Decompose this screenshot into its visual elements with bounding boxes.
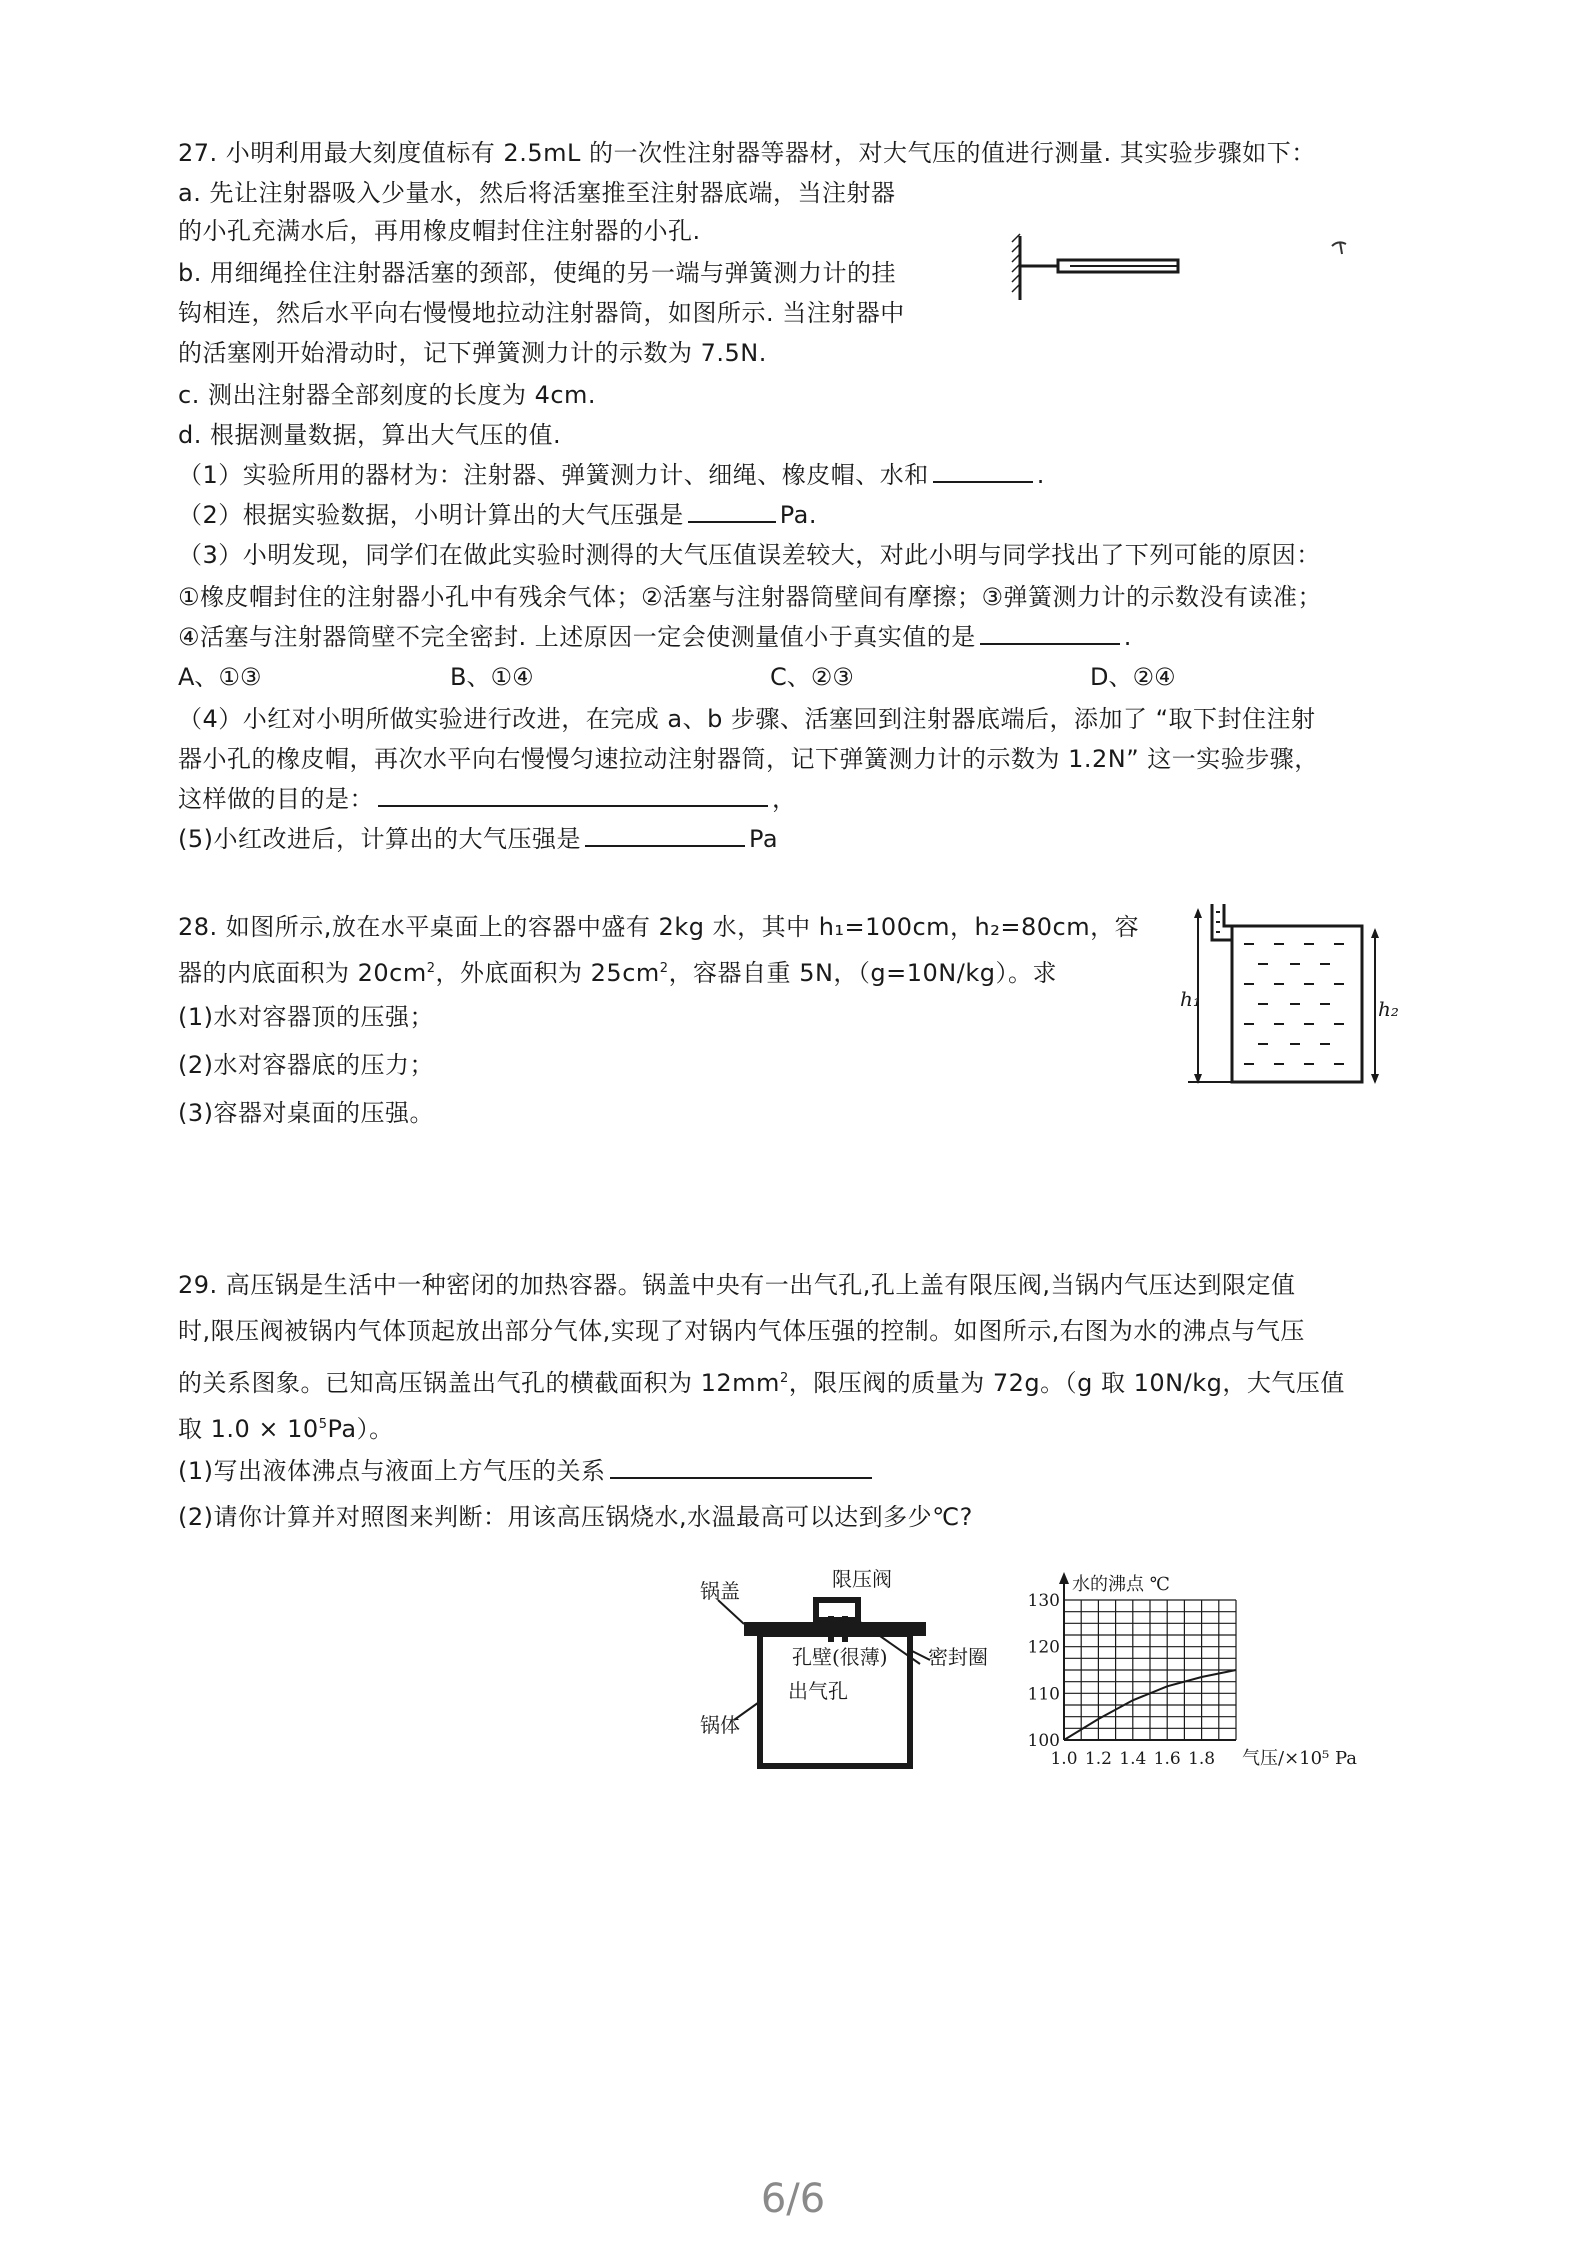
y-axis-arrow [1059,1572,1069,1584]
q29-sub1: (1)写出液体沸点与液面上方气压的关系 [178,1454,876,1488]
q27-step-a-line1: a. 先让注射器吸入少量水，然后将活塞推至注射器底端，当注射器 [178,179,896,207]
option-a[interactable]: A、①③ [178,663,262,691]
pot-hole-wall-label: 孔壁(很薄) [792,1645,888,1669]
q27-stem: 27. 小明利用最大刻度值标有 2.5mL 的一次性注射器等器材，对大气压的值进行测量. 其实验步骤如下： [178,139,1316,167]
q27-part5: (5)小红改进后，计算出的大气压强是 Pa [178,825,779,853]
q28-stem-line1: 28. 如图所示,放在水平桌面上的容器中盛有 2kg 水，其中 h₁=100cm，h₂=80cm，容 [178,913,1140,941]
syringe-figure [1010,228,1390,308]
answer-blank-1[interactable] [933,459,1033,483]
q27-step-c: c. 测出注射器全部刻度的长度为 4cm. [178,381,597,409]
q28-sub1: (1)水对容器顶的压强； [178,1003,434,1031]
option-c[interactable]: C、②③ [770,663,854,691]
pot-lid-label: 锅盖 [700,1579,740,1603]
q27-part4-line3: 这样做的目的是： ， [178,785,797,813]
q28-stem-line2: 器的内底面积为 $20cm^2$，外底面积为 $25cm^2$，容器自重 5N，（g=10N/kg）。求 [178,959,1057,987]
q27-part3-line3: ④活塞与注射器筒壁不完全密封. 上述原因一定会使测量值小于真实值的是 . [178,623,1132,651]
q27-part4-line1: （4）小红对小明所做实验进行改进，在完成 a、b 步骤、活塞回到注射器底端后，添加了 “取下封住注射 [178,705,1316,733]
page-number: 6/6 [760,2176,826,2222]
option-b[interactable]: B、①④ [450,663,534,691]
answer-blank-2[interactable] [688,499,776,523]
pot-valve-label: 限压阀 [832,1567,892,1591]
h1-label: h₁ [1180,987,1201,1011]
x-tick-labels [1050,1749,1215,1769]
answer-blank-6[interactable] [610,1455,872,1479]
q27-part4-line2: 器小孔的橡皮帽，再次水平向右慢慢匀速拉动注射器筒，记下弹簧测力计的示数为 1.2N” 这一实验步骤， [178,745,1319,773]
x-tick-label: 1.4 [1119,1749,1147,1769]
q27-step-b-line2: 钩相连，然后水平向右慢慢地拉动注射器筒，如图所示. 当注射器中 [178,299,905,327]
q27-part3-line2: ①橡皮帽封住的注射器小孔中有残余气体；②活塞与注射器筒壁间有摩擦；③弹簧测力计的示数没有读准； [178,583,1323,611]
x-tick-label: 1.6 [1153,1749,1181,1769]
q29-stem-line4: 取 $1.0 \times 10^5Pa$）。 [178,1415,394,1443]
x-tick-label: 1.2 [1084,1749,1112,1769]
q27-step-a-line2: 的小孔充满水后，再用橡皮帽封住注射器的小孔. [178,217,701,245]
y-tick-label: 110 [1027,1684,1060,1705]
q27-part2: （2）根据实验数据，小明计算出的大气压强是 Pa. [178,501,818,529]
q27-step-b-line1: b. 用细绳拴住注射器活塞的颈部，使绳的另一端与弹簧测力计的挂 [178,259,896,287]
q28-sub2: (2)水对容器底的压力； [178,1051,434,1079]
boiling-point-chart [1016,1570,1386,1780]
y-axis-label: 水的沸点 ℃ [1072,1574,1170,1595]
answer-blank-4[interactable] [378,783,768,807]
y-tick-label: 120 [1027,1637,1060,1658]
q27-step-b-line3: 的活塞刚开始滑动时，记下弹簧测力计的示数为 7.5N. [178,339,767,367]
chart-grid [1064,1600,1236,1740]
x-axis-label: 气压/×10⁵ Pa [1242,1748,1358,1769]
pot-seal-label: 密封圈 [928,1645,988,1669]
x-tick-label: 1.8 [1188,1749,1216,1769]
x-tick-label: 1.0 [1050,1749,1078,1769]
y-tick-label: 130 [1027,1591,1060,1611]
pot-outlet-label: 出气孔 [788,1679,848,1703]
container-figure [1180,900,1400,1090]
y-tick-labels [1028,1591,1060,1751]
answer-blank-3[interactable] [980,621,1120,645]
q29-stem-line2: 时,限压阀被锅内气体顶起放出部分气体,实现了对锅内气体压强的控制。如图所示,右图为水的沸点与气压 [178,1317,1305,1345]
q28-sub3: (3)容器对桌面的压强。 [178,1099,434,1127]
y-tick-label: 100 [1027,1731,1060,1751]
answer-blank-5[interactable] [585,823,745,847]
q27-part1: （1）实验所用的器材为：注射器、弹簧测力计、细绳、橡皮帽、水和 . [178,461,1045,489]
q27-step-d: d. 根据测量数据，算出大气压的值. [178,421,562,449]
h2-label: h₂ [1378,997,1399,1021]
q27-part3-line1: （3）小明发现，同学们在做此实验时测得的大气压值误差较大，对此小明与同学找出了下列可能的原因： [178,541,1321,569]
q29-stem-line3: 的关系图象。已知高压锅盖出气孔的横截面积为 $12mm^2$，限压阀的质量为 72g。（g 取 10N/kg，大气压值 [178,1369,1345,1397]
option-d[interactable]: D、②④ [1090,663,1176,691]
pressure-cooker-figure [700,1560,1000,1780]
q29-sub2: (2)请你计算并对照图来判断：用该高压锅烧水,水温最高可以达到多少℃? [178,1503,973,1531]
pot-body-label: 锅体 [700,1713,740,1737]
q29-stem-line1: 29. 高压锅是生活中一种密闭的加热容器。锅盖中央有一出气孔,孔上盖有限压阀,当锅内气压达到限定值 [178,1271,1296,1299]
